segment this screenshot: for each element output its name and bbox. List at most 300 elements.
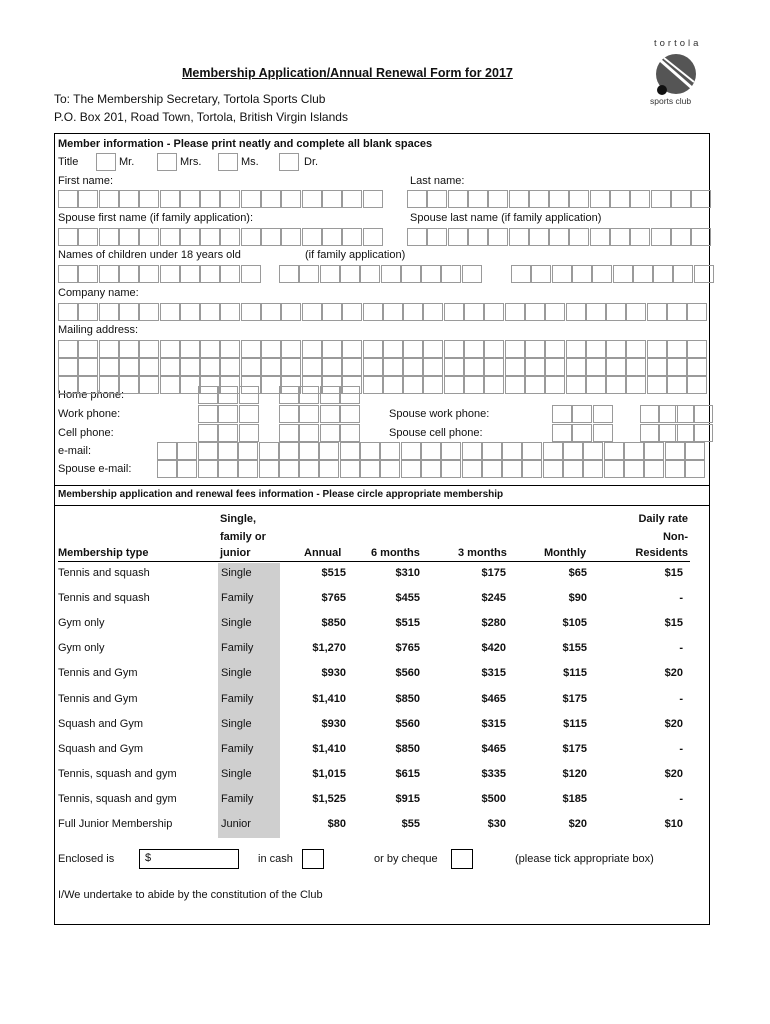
company-box[interactable] [505, 303, 525, 321]
spouse-last-box[interactable] [488, 228, 508, 246]
last-name-box[interactable] [691, 190, 711, 208]
address-box[interactable] [363, 358, 383, 376]
address-box[interactable] [423, 340, 443, 358]
address-box[interactable] [444, 376, 464, 394]
company-box[interactable] [160, 303, 180, 321]
spouse-phone-box[interactable] [552, 424, 572, 442]
spouse-last-box[interactable] [549, 228, 569, 246]
spouse-email-box[interactable] [583, 460, 603, 478]
spouse-email-box[interactable] [543, 460, 563, 478]
child-name-box[interactable] [279, 265, 299, 283]
spouse-phone-box[interactable] [572, 405, 592, 423]
address-box[interactable] [261, 340, 281, 358]
child-name-box[interactable] [299, 265, 319, 283]
child-name-box[interactable] [139, 265, 159, 283]
spouse-first-box[interactable] [119, 228, 139, 246]
email-box[interactable] [218, 442, 238, 460]
spouse-email-box[interactable] [218, 460, 238, 478]
email-box[interactable] [462, 442, 482, 460]
company-box[interactable] [566, 303, 586, 321]
address-box[interactable] [484, 376, 504, 394]
address-box[interactable] [160, 376, 180, 394]
spouse-last-box[interactable] [610, 228, 630, 246]
spouse-first-box[interactable] [160, 228, 180, 246]
address-box[interactable] [363, 340, 383, 358]
email-box[interactable] [685, 442, 705, 460]
phone-box[interactable] [299, 424, 319, 442]
company-box[interactable] [667, 303, 687, 321]
company-box[interactable] [525, 303, 545, 321]
email-box[interactable] [177, 442, 197, 460]
address-box[interactable] [160, 358, 180, 376]
spouse-phone-box[interactable] [593, 405, 613, 423]
spouse-email-box[interactable] [604, 460, 624, 478]
spouse-email-box[interactable] [441, 460, 461, 478]
phone-box[interactable] [218, 386, 238, 404]
address-box[interactable] [545, 340, 565, 358]
spouse-email-box[interactable] [665, 460, 685, 478]
first-name-box[interactable] [322, 190, 342, 208]
child-name-box[interactable] [673, 265, 693, 283]
spouse-email-box[interactable] [279, 460, 299, 478]
child-name-box[interactable] [180, 265, 200, 283]
email-box[interactable] [319, 442, 339, 460]
child-name-box[interactable] [220, 265, 240, 283]
address-box[interactable] [119, 340, 139, 358]
last-name-box[interactable] [509, 190, 529, 208]
spouse-email-box[interactable] [157, 460, 177, 478]
spouse-email-box[interactable] [563, 460, 583, 478]
spouse-last-box[interactable] [427, 228, 447, 246]
last-name-box[interactable] [549, 190, 569, 208]
cheque-checkbox[interactable] [451, 849, 473, 869]
spouse-first-box[interactable] [139, 228, 159, 246]
spouse-email-box[interactable] [644, 460, 664, 478]
address-box[interactable] [525, 358, 545, 376]
child-name-box[interactable] [694, 265, 714, 283]
company-box[interactable] [687, 303, 707, 321]
address-box[interactable] [200, 340, 220, 358]
email-box[interactable] [198, 442, 218, 460]
address-box[interactable] [566, 340, 586, 358]
address-box[interactable] [139, 376, 159, 394]
address-box[interactable] [99, 376, 119, 394]
address-box[interactable] [647, 358, 667, 376]
address-box[interactable] [281, 358, 301, 376]
address-box[interactable] [261, 376, 281, 394]
phone-box[interactable] [239, 405, 259, 423]
address-box[interactable] [505, 358, 525, 376]
cash-checkbox[interactable] [302, 849, 324, 869]
phone-box[interactable] [340, 424, 360, 442]
company-box[interactable] [99, 303, 119, 321]
last-name-box[interactable] [610, 190, 630, 208]
phone-box[interactable] [198, 405, 218, 423]
spouse-first-box[interactable] [180, 228, 200, 246]
spouse-first-box[interactable] [261, 228, 281, 246]
address-box[interactable] [403, 376, 423, 394]
spouse-email-box[interactable] [198, 460, 218, 478]
company-box[interactable] [363, 303, 383, 321]
child-name-box[interactable] [633, 265, 653, 283]
spouse-first-box[interactable] [220, 228, 240, 246]
address-box[interactable] [180, 340, 200, 358]
email-box[interactable] [522, 442, 542, 460]
first-name-box[interactable] [119, 190, 139, 208]
company-box[interactable] [119, 303, 139, 321]
email-box[interactable] [360, 442, 380, 460]
first-name-box[interactable] [261, 190, 281, 208]
address-box[interactable] [139, 358, 159, 376]
phone-box[interactable] [340, 405, 360, 423]
child-name-box[interactable] [572, 265, 592, 283]
child-name-box[interactable] [653, 265, 673, 283]
address-box[interactable] [241, 358, 261, 376]
spouse-last-box[interactable] [529, 228, 549, 246]
child-name-box[interactable] [320, 265, 340, 283]
address-box[interactable] [586, 358, 606, 376]
email-box[interactable] [604, 442, 624, 460]
address-box[interactable] [545, 376, 565, 394]
address-box[interactable] [444, 358, 464, 376]
spouse-last-box[interactable] [671, 228, 691, 246]
last-name-box[interactable] [529, 190, 549, 208]
address-box[interactable] [119, 376, 139, 394]
last-name-box[interactable] [590, 190, 610, 208]
spouse-last-box[interactable] [590, 228, 610, 246]
child-name-box[interactable] [441, 265, 461, 283]
email-box[interactable] [299, 442, 319, 460]
company-box[interactable] [403, 303, 423, 321]
address-box[interactable] [281, 340, 301, 358]
child-name-box[interactable] [360, 265, 380, 283]
address-box[interactable] [687, 376, 707, 394]
email-box[interactable] [441, 442, 461, 460]
address-box[interactable] [58, 376, 78, 394]
phone-box[interactable] [279, 424, 299, 442]
address-box[interactable] [119, 358, 139, 376]
spouse-first-box[interactable] [78, 228, 98, 246]
first-name-box[interactable] [200, 190, 220, 208]
email-box[interactable] [644, 442, 664, 460]
spouse-email-box[interactable] [522, 460, 542, 478]
first-name-box[interactable] [99, 190, 119, 208]
address-box[interactable] [403, 358, 423, 376]
address-box[interactable] [58, 358, 78, 376]
address-box[interactable] [78, 376, 98, 394]
address-box[interactable] [342, 358, 362, 376]
phone-box[interactable] [299, 386, 319, 404]
email-box[interactable] [665, 442, 685, 460]
address-box[interactable] [626, 358, 646, 376]
address-box[interactable] [566, 376, 586, 394]
email-box[interactable] [421, 442, 441, 460]
spouse-last-box[interactable] [407, 228, 427, 246]
child-name-box[interactable] [613, 265, 633, 283]
child-name-box[interactable] [78, 265, 98, 283]
company-box[interactable] [626, 303, 646, 321]
spouse-email-box[interactable] [380, 460, 400, 478]
spouse-last-box[interactable] [468, 228, 488, 246]
last-name-box[interactable] [448, 190, 468, 208]
spouse-first-box[interactable] [322, 228, 342, 246]
phone-box[interactable] [279, 405, 299, 423]
address-box[interactable] [566, 358, 586, 376]
phone-box[interactable] [198, 386, 218, 404]
child-name-box[interactable] [200, 265, 220, 283]
last-name-box[interactable] [671, 190, 691, 208]
company-box[interactable] [261, 303, 281, 321]
company-box[interactable] [484, 303, 504, 321]
address-box[interactable] [606, 358, 626, 376]
company-box[interactable] [545, 303, 565, 321]
phone-box[interactable] [340, 386, 360, 404]
child-name-box[interactable] [401, 265, 421, 283]
company-box[interactable] [139, 303, 159, 321]
child-name-box[interactable] [381, 265, 401, 283]
address-box[interactable] [403, 340, 423, 358]
first-name-box[interactable] [139, 190, 159, 208]
first-name-box[interactable] [241, 190, 261, 208]
spouse-first-box[interactable] [58, 228, 78, 246]
address-box[interactable] [444, 340, 464, 358]
child-name-box[interactable] [511, 265, 531, 283]
title-dr-checkbox[interactable] [279, 153, 299, 171]
spouse-phone-box[interactable] [552, 405, 572, 423]
email-box[interactable] [259, 442, 279, 460]
company-box[interactable] [444, 303, 464, 321]
spouse-first-box[interactable] [363, 228, 383, 246]
child-name-box[interactable] [160, 265, 180, 283]
address-box[interactable] [647, 376, 667, 394]
company-box[interactable] [180, 303, 200, 321]
address-box[interactable] [525, 340, 545, 358]
first-name-box[interactable] [302, 190, 322, 208]
company-box[interactable] [383, 303, 403, 321]
address-box[interactable] [261, 358, 281, 376]
spouse-phone-box[interactable] [593, 424, 613, 442]
address-box[interactable] [99, 340, 119, 358]
address-box[interactable] [464, 340, 484, 358]
address-box[interactable] [484, 340, 504, 358]
phone-box[interactable] [239, 386, 259, 404]
child-name-box[interactable] [340, 265, 360, 283]
company-box[interactable] [220, 303, 240, 321]
address-box[interactable] [342, 340, 362, 358]
address-box[interactable] [383, 340, 403, 358]
company-box[interactable] [200, 303, 220, 321]
spouse-email-box[interactable] [259, 460, 279, 478]
child-name-box[interactable] [58, 265, 78, 283]
company-box[interactable] [606, 303, 626, 321]
company-box[interactable] [58, 303, 78, 321]
address-box[interactable] [99, 358, 119, 376]
address-box[interactable] [586, 340, 606, 358]
address-box[interactable] [667, 376, 687, 394]
address-box[interactable] [78, 340, 98, 358]
address-box[interactable] [363, 376, 383, 394]
address-box[interactable] [647, 340, 667, 358]
last-name-box[interactable] [468, 190, 488, 208]
company-box[interactable] [302, 303, 322, 321]
phone-box[interactable] [279, 386, 299, 404]
address-box[interactable] [423, 376, 443, 394]
email-box[interactable] [502, 442, 522, 460]
email-box[interactable] [380, 442, 400, 460]
spouse-last-box[interactable] [569, 228, 589, 246]
spouse-last-box[interactable] [651, 228, 671, 246]
title-mrs-checkbox[interactable] [157, 153, 177, 171]
phone-box[interactable] [320, 424, 340, 442]
last-name-box[interactable] [651, 190, 671, 208]
phone-box[interactable] [198, 424, 218, 442]
address-box[interactable] [464, 358, 484, 376]
email-box[interactable] [238, 442, 258, 460]
address-box[interactable] [180, 376, 200, 394]
company-box[interactable] [281, 303, 301, 321]
child-name-box[interactable] [531, 265, 551, 283]
amount-input[interactable] [139, 849, 239, 869]
spouse-phone-box[interactable] [693, 405, 713, 423]
spouse-email-box[interactable] [502, 460, 522, 478]
spouse-email-box[interactable] [177, 460, 197, 478]
phone-box[interactable] [320, 386, 340, 404]
address-box[interactable] [200, 358, 220, 376]
spouse-last-box[interactable] [509, 228, 529, 246]
spouse-email-box[interactable] [462, 460, 482, 478]
spouse-first-box[interactable] [302, 228, 322, 246]
address-box[interactable] [180, 358, 200, 376]
address-box[interactable] [464, 376, 484, 394]
email-box[interactable] [624, 442, 644, 460]
spouse-phone-box[interactable] [572, 424, 592, 442]
address-box[interactable] [586, 376, 606, 394]
spouse-last-box[interactable] [630, 228, 650, 246]
child-name-box[interactable] [119, 265, 139, 283]
email-box[interactable] [482, 442, 502, 460]
first-name-box[interactable] [180, 190, 200, 208]
address-box[interactable] [78, 358, 98, 376]
spouse-first-box[interactable] [281, 228, 301, 246]
first-name-box[interactable] [363, 190, 383, 208]
address-box[interactable] [322, 358, 342, 376]
last-name-box[interactable] [427, 190, 447, 208]
address-box[interactable] [606, 340, 626, 358]
phone-box[interactable] [218, 405, 238, 423]
address-box[interactable] [423, 358, 443, 376]
spouse-email-box[interactable] [624, 460, 644, 478]
address-box[interactable] [220, 340, 240, 358]
spouse-first-box[interactable] [241, 228, 261, 246]
child-name-box[interactable] [421, 265, 441, 283]
last-name-box[interactable] [630, 190, 650, 208]
child-name-box[interactable] [592, 265, 612, 283]
address-box[interactable] [687, 340, 707, 358]
email-box[interactable] [543, 442, 563, 460]
last-name-box[interactable] [569, 190, 589, 208]
spouse-email-box[interactable] [401, 460, 421, 478]
last-name-box[interactable] [407, 190, 427, 208]
address-box[interactable] [667, 358, 687, 376]
address-box[interactable] [626, 376, 646, 394]
phone-box[interactable] [239, 424, 259, 442]
address-box[interactable] [302, 358, 322, 376]
last-name-box[interactable] [488, 190, 508, 208]
email-box[interactable] [279, 442, 299, 460]
email-box[interactable] [563, 442, 583, 460]
first-name-box[interactable] [281, 190, 301, 208]
email-box[interactable] [340, 442, 360, 460]
first-name-box[interactable] [220, 190, 240, 208]
company-box[interactable] [241, 303, 261, 321]
address-box[interactable] [687, 358, 707, 376]
spouse-email-box[interactable] [238, 460, 258, 478]
email-box[interactable] [401, 442, 421, 460]
child-name-box[interactable] [241, 265, 261, 283]
address-box[interactable] [626, 340, 646, 358]
first-name-box[interactable] [58, 190, 78, 208]
address-box[interactable] [241, 340, 261, 358]
spouse-first-box[interactable] [342, 228, 362, 246]
company-box[interactable] [464, 303, 484, 321]
phone-box[interactable] [299, 405, 319, 423]
address-box[interactable] [302, 340, 322, 358]
spouse-first-box[interactable] [99, 228, 119, 246]
address-box[interactable] [525, 376, 545, 394]
child-name-box[interactable] [552, 265, 572, 283]
address-box[interactable] [505, 376, 525, 394]
address-box[interactable] [667, 340, 687, 358]
company-box[interactable] [423, 303, 443, 321]
address-box[interactable] [545, 358, 565, 376]
spouse-email-box[interactable] [685, 460, 705, 478]
company-box[interactable] [322, 303, 342, 321]
title-mr-checkbox[interactable] [96, 153, 116, 171]
company-box[interactable] [342, 303, 362, 321]
phone-box[interactable] [218, 424, 238, 442]
address-box[interactable] [383, 358, 403, 376]
title-ms-checkbox[interactable] [218, 153, 238, 171]
company-box[interactable] [647, 303, 667, 321]
company-box[interactable] [586, 303, 606, 321]
company-box[interactable] [78, 303, 98, 321]
spouse-phone-box[interactable] [693, 424, 713, 442]
address-box[interactable] [220, 358, 240, 376]
spouse-email-box[interactable] [421, 460, 441, 478]
spouse-first-box[interactable] [200, 228, 220, 246]
child-name-box[interactable] [99, 265, 119, 283]
address-box[interactable] [322, 340, 342, 358]
first-name-box[interactable] [78, 190, 98, 208]
address-box[interactable] [139, 340, 159, 358]
email-box[interactable] [157, 442, 177, 460]
spouse-email-box[interactable] [340, 460, 360, 478]
address-box[interactable] [606, 376, 626, 394]
address-box[interactable] [58, 340, 78, 358]
first-name-box[interactable] [160, 190, 180, 208]
spouse-email-box[interactable] [482, 460, 502, 478]
first-name-box[interactable] [342, 190, 362, 208]
email-box[interactable] [583, 442, 603, 460]
child-name-box[interactable] [462, 265, 482, 283]
spouse-last-box[interactable] [448, 228, 468, 246]
spouse-email-box[interactable] [319, 460, 339, 478]
address-box[interactable] [505, 340, 525, 358]
spouse-email-box[interactable] [360, 460, 380, 478]
phone-box[interactable] [320, 405, 340, 423]
address-box[interactable] [383, 376, 403, 394]
address-box[interactable] [160, 340, 180, 358]
